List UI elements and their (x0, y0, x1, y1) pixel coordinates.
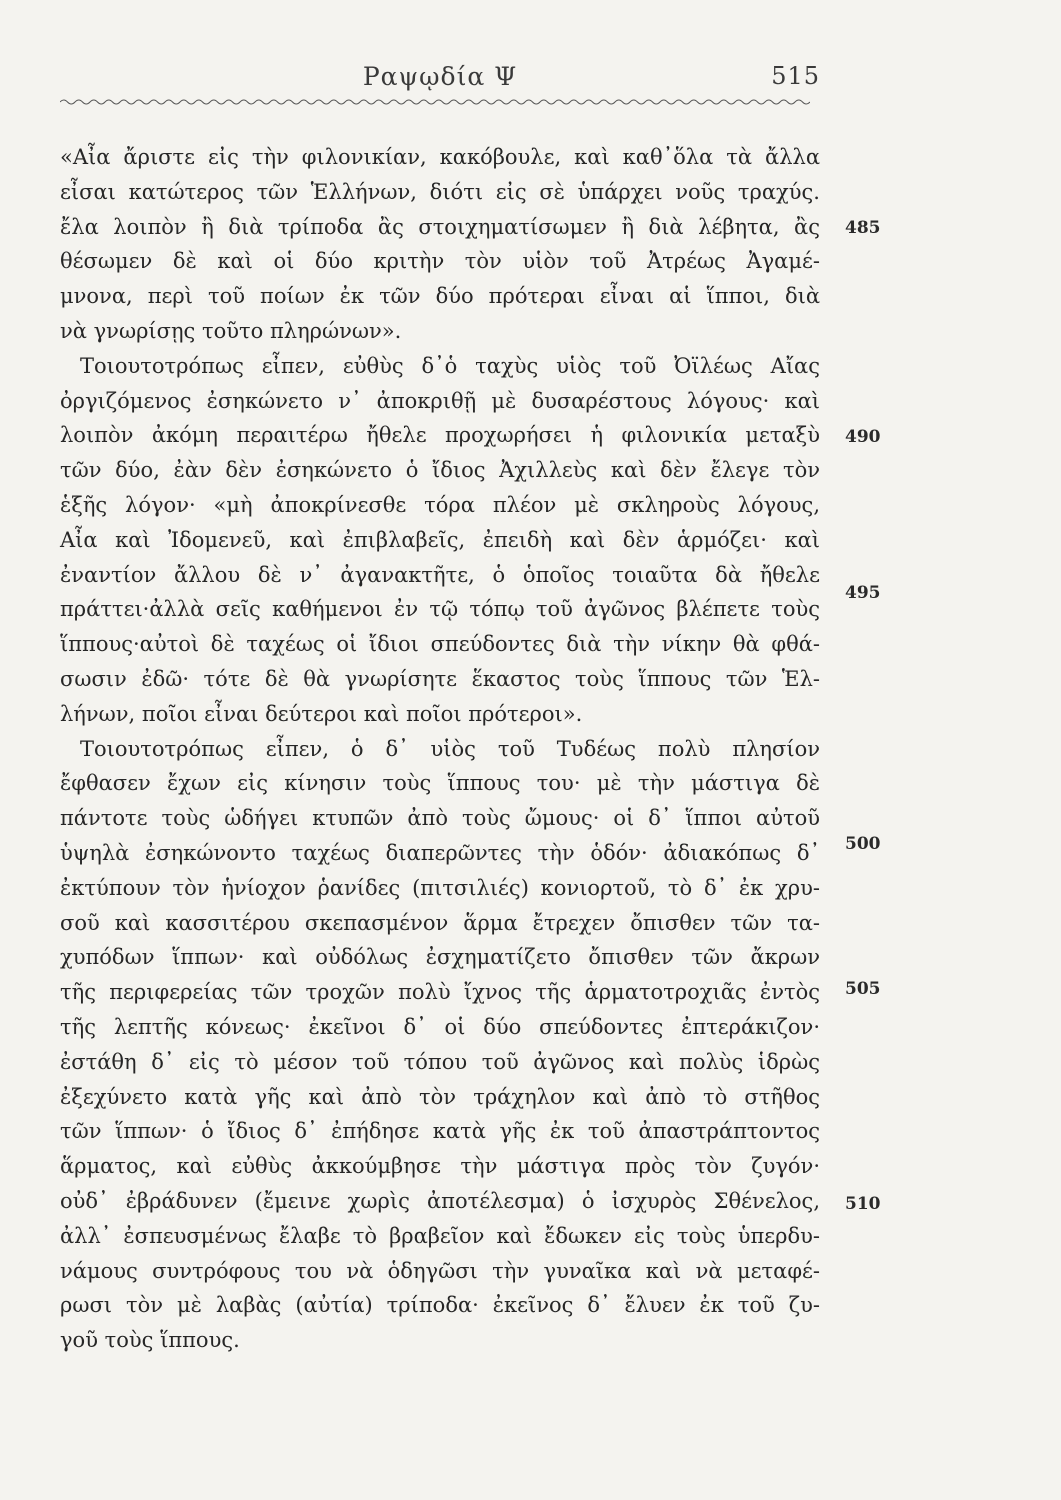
line-number: 505 (845, 979, 881, 999)
text-line: θέσωμεν δὲ καὶ οἱ δύο κριτὴν τὸν υἱὸν τοῦ Ἀτρέως Ἀγαμέ- (60, 249, 820, 274)
line-number: 485 (845, 218, 881, 238)
text-line: ἑξῆς λόγον· «μὴ ἀποκρίνεσθε τόρα πλέον μὲ σκληροὺς λόγους, (60, 492, 820, 517)
text-line: ρωσι τὸν μὲ λαβὰς (αὐτία) τρίποδα· ἐκεῖνος δ᾿ ἔλυεν ἐκ τοῦ ζυ- (60, 1293, 820, 1318)
text-line: σωσιν ἐδῶ· τότε δὲ θὰ γνωρίσητε ἕκαστος τοὺς ἵππους τῶν Ἑλ- (60, 666, 820, 691)
text-line: χυπόδων ἵππων· καὶ οὐδόλως ἐσχηματίζετο ὄπισθεν τῶν ἄκρων (60, 945, 820, 970)
wavy-rule (60, 97, 810, 107)
text-line: μνονα, περὶ τοῦ ποίων ἐκ τῶν δύο πρότεραι εἶναι αἱ ἵπποι, διὰ (60, 284, 820, 309)
text-line: ἵππους·αὐτοὶ δὲ ταχέως οἱ ἴδιοι σπεύδοντες διὰ τὴν νίκην θὰ φθά- (60, 632, 820, 657)
page-number: 515 (771, 62, 820, 90)
chapter-title: Ραψῳδία Ψ (362, 62, 518, 91)
text-line: Αἶα καὶ Ἰδομενεῦ, καὶ ἐπιβλαβεῖς, ἐπειδὴ καὶ δὲν ἁρμόζει· καὶ (60, 527, 820, 552)
text-line: ἐξεχύνετο κατὰ γῆς καὶ ἀπὸ τὸν τράχηλον καὶ ἀπὸ τὸ στῆθος (60, 1084, 820, 1109)
line-number: 490 (845, 427, 881, 447)
text-line: ἐστάθη δ᾿ εἰς τὸ μέσον τοῦ τόπου τοῦ ἀγῶνος καὶ πολὺς ἱδρὼς (60, 1049, 820, 1074)
text-line: Τοιουτοτρόπως εἶπεν, εὐθὺς δ᾿ὁ ταχὺς υἱὸς τοῦ Ὀϊλέως Αἴας (80, 353, 820, 378)
text-line: λοιπὸν ἀκόμη περαιτέρω ἤθελε προχωρήσει ἡ φιλονικία μεταξὺ (60, 423, 820, 448)
running-header (60, 62, 820, 94)
text-line: ὑψηλὰ ἐσηκώνοντο ταχέως διαπερῶντες τὴν ὁδόν· ἀδιακόπως δ᾿ (60, 840, 820, 865)
text-line: ἔλα λοιπὸν ἢ διὰ τρίποδα ἂς στοιχηματίσωμεν ἢ διὰ λέβητα, ἂς (60, 214, 820, 239)
text-line: τῆς λεπτῆς κόνεως· ἐκεῖνοι δ᾿ οἱ δύο σπεύδοντες ἐπτεράκιζον· (60, 1014, 820, 1039)
text-line: πράττει·ἀλλὰ σεῖς καθήμενοι ἐν τῷ τόπῳ τοῦ ἀγῶνος βλέπετε τοὺς (60, 597, 820, 622)
text-line: τῶν ἵππων· ὁ ἴδιος δ᾿ ἐπήδησε κατὰ γῆς ἐκ τοῦ ἀπαστράπτοντος (60, 1119, 820, 1144)
text-line: σοῦ καὶ κασσιτέρου σκεπασμένον ἅρμα ἔτρεχεν ὄπισθεν τῶν τα- (60, 910, 820, 935)
text-line: ἅρματος, καὶ εὐθὺς ἀκκούμβησε τὴν μάστιγα πρὸς τὸν ζυγόν· (60, 1154, 820, 1179)
line-number: 510 (845, 1194, 881, 1214)
text-line: νὰ γνωρίσῃς τοῦτο πληρώνων». (60, 318, 402, 343)
text-line: ἀλλ᾿ ἐσπευσμένως ἔλαβε τὸ βραβεῖον καὶ ἔδωκεν εἰς τοὺς ὑπερδυ- (60, 1223, 820, 1248)
text-line: ἐναντίον ἄλλου δὲ ν᾿ ἀγανακτῆτε, ὁ ὁποῖος τοιαῦτα δὰ ἤθελε (60, 562, 820, 587)
text-line: τῆς περιφερείας τῶν τροχῶν πολὺ ἴχνος τῆς ἁρματοτροχιᾶς ἐντὸς (60, 980, 820, 1005)
line-number: 495 (845, 583, 881, 603)
body-text (60, 140, 820, 1358)
text-line: εἶσαι κατώτερος τῶν Ἑλλήνων, διότι εἰς σὲ ὑπάρχει νοῦς τραχύς. (60, 179, 820, 204)
text-line: ἔφθασεν ἔχων εἰς κίνησιν τοὺς ἵππους του· μὲ τὴν μάστιγα δὲ (60, 771, 820, 796)
text-line: λήνων, ποῖοι εἶναι δεύτεροι καὶ ποῖοι πρότεροι». (60, 701, 583, 726)
text-line: γοῦ τοὺς ἵππους. (60, 1328, 240, 1353)
text-line: νάμους συντρόφους του νὰ ὁδηγῶσι τὴν γυναῖκα καὶ νὰ μεταφέ- (60, 1258, 820, 1283)
text-line: «Αἶα ἄριστε εἰς τὴν φιλονικίαν, κακόβουλε, καὶ καθ᾿ὅλα τὰ ἄλλα (60, 145, 820, 169)
line-number: 500 (845, 834, 881, 854)
text-line: πάντοτε τοὺς ὡδήγει κτυπῶν ἀπὸ τοὺς ὤμους· οἱ δ᾿ ἵπποι αὐτοῦ (60, 806, 820, 831)
text-line: ὀργιζόμενος ἐσηκώνετο ν᾿ ἀποκριθῇ μὲ δυσαρέστους λόγους· καὶ (60, 388, 820, 413)
text-line: τῶν δύο, ἐὰν δὲν ἐσηκώνετο ὁ ἴδιος Ἀχιλλεὺς καὶ δὲν ἔλεγε τὸν (60, 458, 820, 483)
text-line: ἐκτύπουν τὸν ἡνίοχον ῥανίδες (πιτσιλιές) κονιορτοῦ, τὸ δ᾿ ἐκ χρυ- (60, 875, 820, 900)
text-line: Τοιουτοτρόπως εἶπεν, ὁ δ᾿ υἱὸς τοῦ Τυδέως πολὺ πλησίον (80, 736, 820, 761)
text-line: οὐδ᾿ ἐβράδυνεν (ἔμεινε χωρὶς ἀποτέλεσμα) ὁ ἰσχυρὸς Σθένελος, (60, 1188, 820, 1213)
